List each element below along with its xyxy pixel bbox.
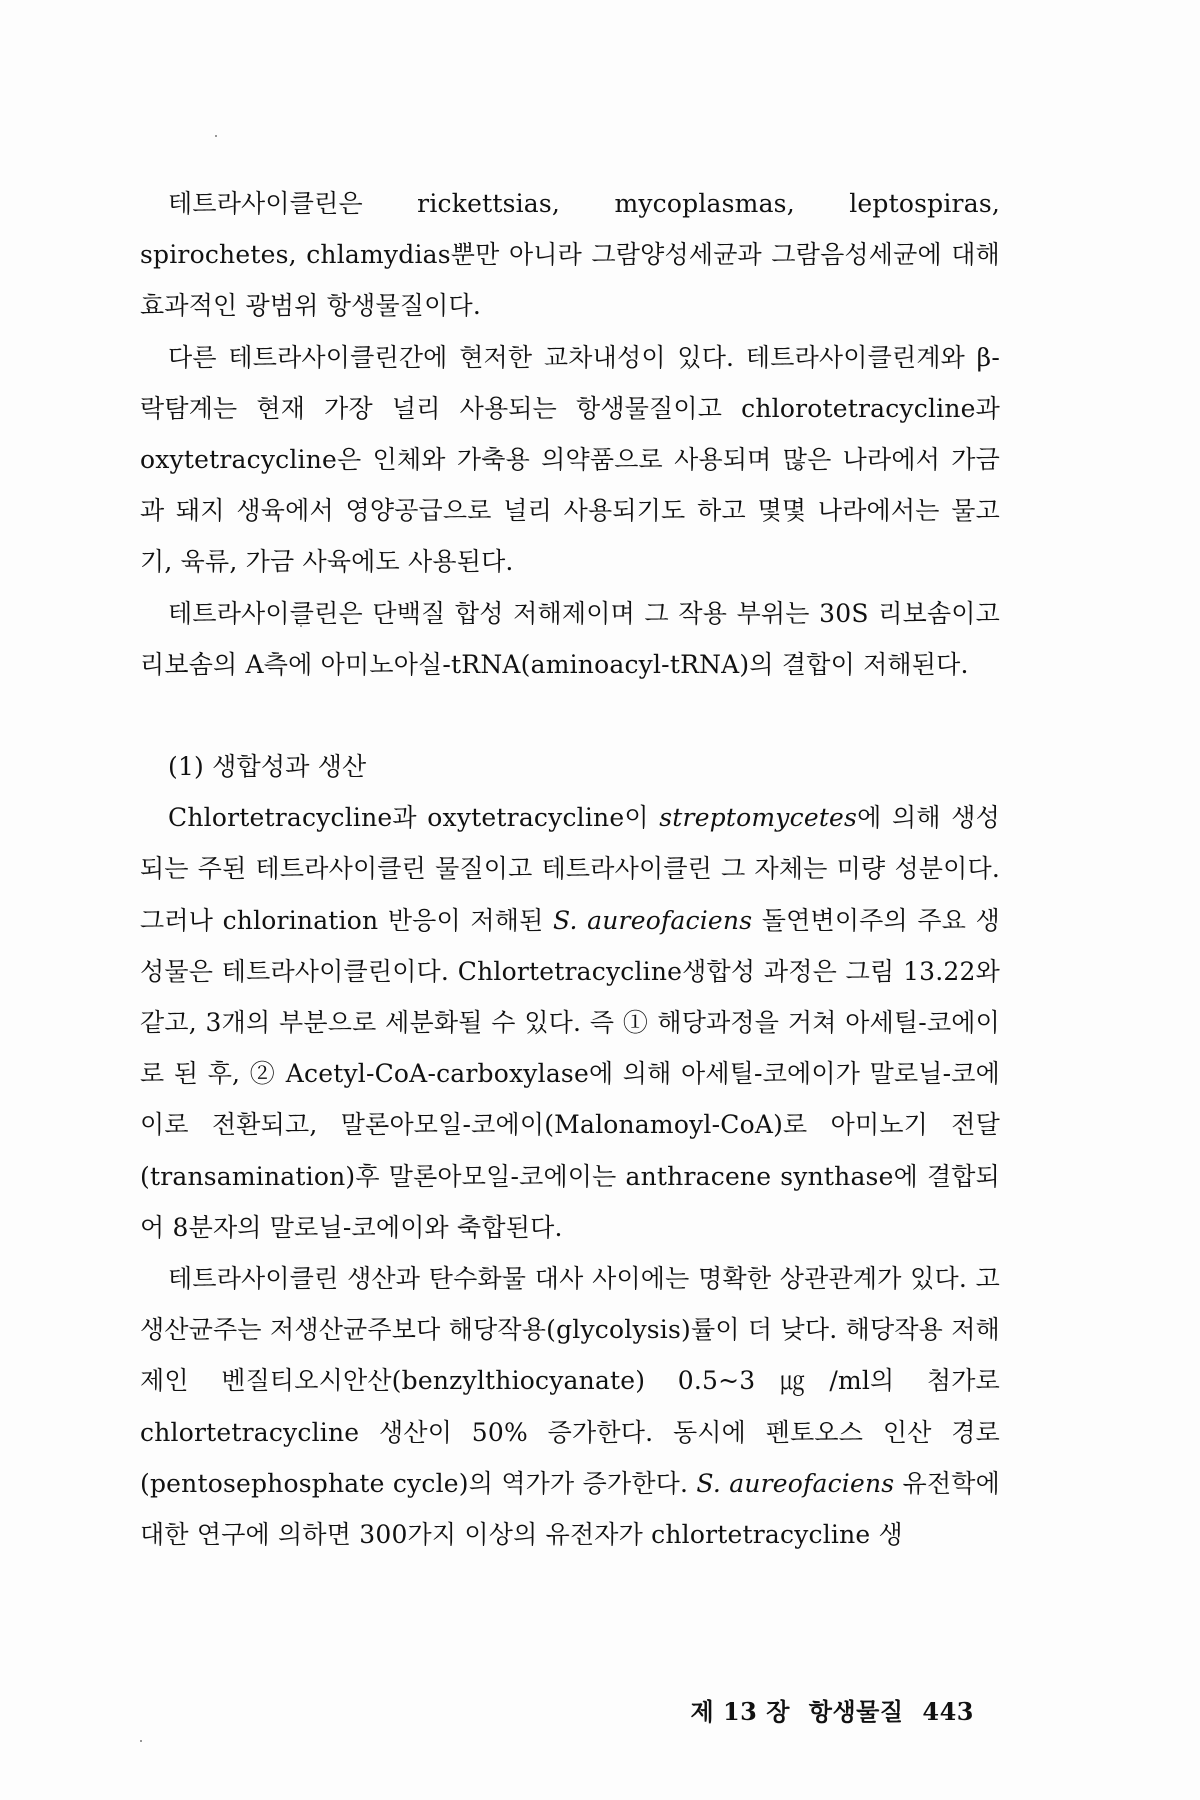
chapter-label: 제 13 장	[690, 1697, 790, 1726]
species-name: S. aureofaciens	[696, 1468, 895, 1498]
page-number: 443	[922, 1697, 974, 1726]
paragraph	[140, 1253, 1000, 1560]
species-name: S. aureofaciens	[553, 905, 753, 935]
chapter-title: 항생물질	[808, 1697, 904, 1726]
page-footer	[680, 1692, 974, 1727]
paragraph: 테트라사이클린은 단백질 합성 저해제이며 그 작용 부위는 30S 리보솜이고 리보솜의 A측에 아미노아실-tRNA(aminoacyl-tRNA)의 결합이 저해된다.	[140, 598, 1000, 679]
section-heading: (1) 생합성과 생산	[168, 752, 367, 782]
body-text	[140, 178, 1000, 1560]
paragraph	[140, 792, 1000, 1253]
text-run: 돌연변이주의 주요 생성물은 테트라사이클린이다. Chlortetracycline생합성 과정은 그림 13.22와 같고, 3개의 부분으로 세분화될 수 있다. 즉 ① 해당과정을 거쳐 아세틸-코에이로 된 후, ② Acetyl-CoA-carboxylase에 의해 아세틸-코에이가 말로닐-코에이로 전환되고, 말론아모일-코에이(Malonamoyl-CoA)로 아미노기 전달(transamination)후 말론아모일-코에이는 anthracene synthase에 결합되어 8분자의 말로닐-코에이와 축합된다.	[140, 905, 1001, 1242]
scan-speck	[215, 135, 217, 137]
text-run: 유전학에 대한 연구에 의하면 300가지 이상의 유전자가 chlortetracycline 생	[140, 1468, 1000, 1550]
text-run: 테트라사이클린 생산과 탄수화물 대사 사이에는 명확한 상관관계가 있다. 고생산균주는 저생산균주보다 해당작용(glycolysis)률이 더 낮다. 해당작용 저해제인 벤질티오시안산(benzylthiocyanate) 0.5~3㎍/ml의 첨가로 chlortetracycline 생산이 50% 증가한다. 동시에 펜토오스 인산 경로(pentosephosphate cycle)의 역가가 증가한다.	[140, 1264, 1000, 1498]
scan-speck	[140, 1740, 142, 1742]
text-run: Chlortetracycline과 oxytetracycline이	[168, 803, 660, 833]
paragraph: 테트라사이클린은 rickettsias, mycoplasmas, leptospiras, spirochetes, chlamydias뿐만 아니라 그람양성세균과 그람음성세균에 대해 효과적인 광범위 항생물질이다.	[140, 189, 1000, 321]
species-name: streptomycetes	[659, 803, 858, 833]
text-run: 에 의해 생성되는 주된 테트라사이클린 물질이고 테트라사이클린 그 자체는 미량 성분이다. 그러나 chlorination 반응이 저해된	[140, 803, 1000, 935]
paragraph: 다른 테트라사이클린간에 현저한 교차내성이 있다. 테트라사이클린계와 β-락탐계는 현재 가장 널리 사용되는 항생물질이고 chlorotetracycline과 oxytetracycline은 인체와 가축용 의약품으로 사용되며 많은 나라에서 가금과 돼지 생육에서 영양공급으로 널리 사용되기도 하고 몇몇 나라에서는 물고기, 육류, 가금 사육에도 사용된다.	[140, 342, 1000, 577]
